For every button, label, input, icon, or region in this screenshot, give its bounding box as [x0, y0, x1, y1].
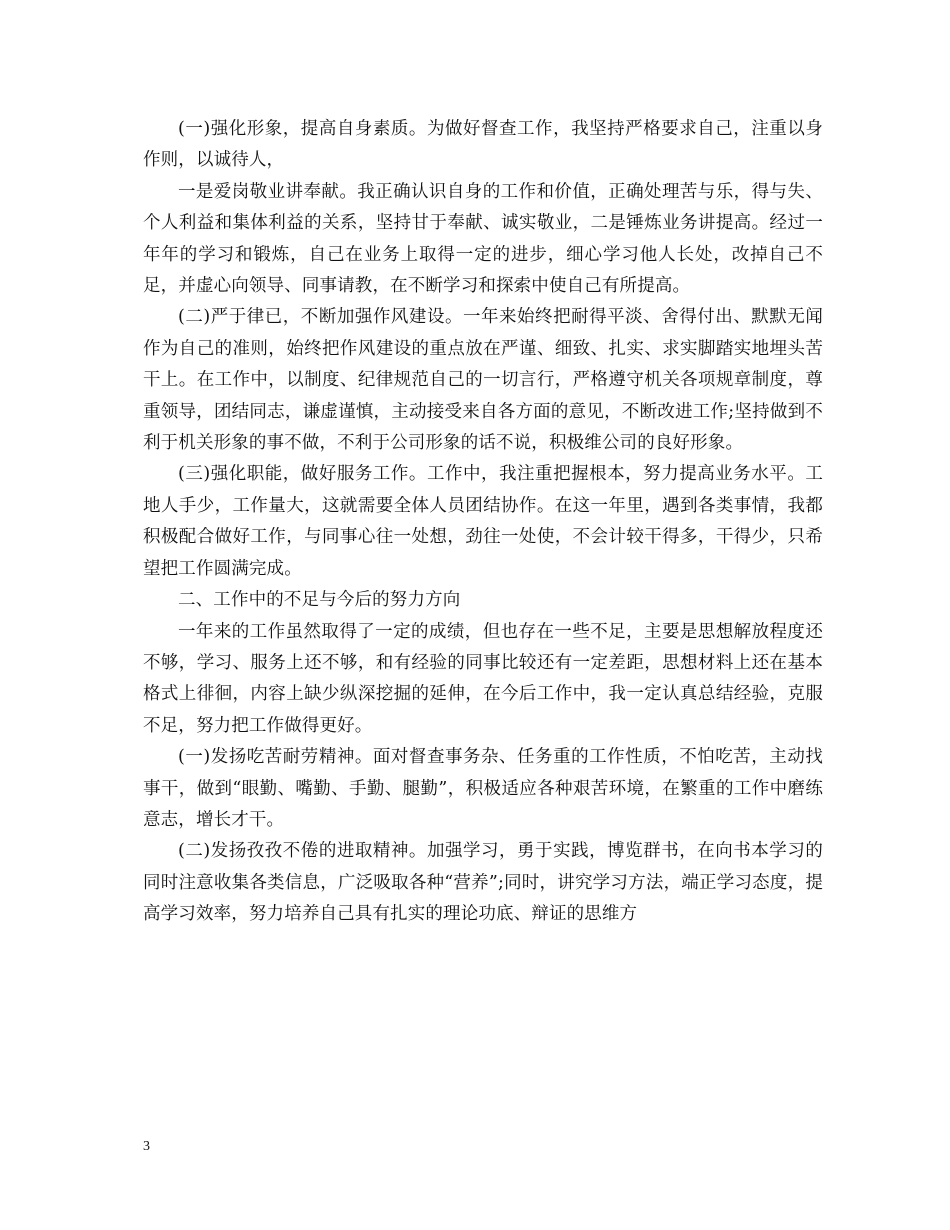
paragraph-1: (一)强化形象，提高自身素质。为做好督查工作，我坚持严格要求自己，注重以身作则，以诚待人，	[143, 119, 823, 171]
paragraph-7: (一)发扬吃苦耐劳精神。面对督查事务杂、任务重的工作性质，不怕吃苦，主动找事干，做到“眼勤、嘴勤、手勤、腿勤”，积极适应各种艰苦环境，在繁重的工作中磨练意志，增长才干。	[143, 747, 823, 830]
document-body	[143, 114, 823, 931]
section-heading: 二、工作中的不足与今后的努力方向	[178, 590, 461, 611]
paragraph-8: (二)发扬孜孜不倦的进取精神。加强学习，勇于实践，博览群书，在向书本学习的同时注意收集各类信息，广泛吸取各种“营养”;同时，讲究学习方法，端正学习态度，提高学习效率，努力培养自己具有扎实的理论功底、辩证的思维方	[143, 841, 823, 925]
paragraph-3: (二)严于律已，不断加强作风建设。一年来始终把耐得平淡、舍得付出、默默无闻作为自己的准则，始终把作风建设的重点放在严谨、细致、扎实、求实脚踏实地埋头苦干上。在工作中，以制度、纪律规范自己的一切言行，严格遵守机关各项规章制度，尊重领导，团结同志，谦虚谨慎，主动接受来自各方面的意见，不断改进工作;坚持做到不利于机关形象的事不做，不利于公司形象的话不说，积极维公司的良好形象。	[143, 307, 823, 454]
paragraph-6: 一年来的工作虽然取得了一定的成绩，但也存在一些不足，主要是思想解放程度还不够，学习、服务上还不够，和有经验的同事比较还有一定差距，思想材料上还在基本格式上徘徊，内容上缺少纵深挖掘的延伸，在今后工作中，我一定认真总结经验，克服不足，努力把工作做得更好。	[143, 621, 823, 736]
paragraph-4: (三)强化职能，做好服务工作。工作中，我注重把握根本，努力提高业务水平。工地人手少，工作量大，这就需要全体人员团结协作。在这一年里，遇到各类事情，我都积极配合做好工作，与同事心往一处想，劲往一处使，不会计较干得多，干得少，只希望把工作圆满完成。	[143, 464, 823, 579]
page-number: 3	[143, 1139, 150, 1154]
paragraph-2: 一是爱岗敬业讲奉献。我正确认识自身的工作和价值，正确处理苦与乐，得与失、个人利益和集体利益的关系，坚持甘于奉献、诚实敬业，二是锤炼业务讲提高。经过一年年的学习和锻炼，自己在业务上取得一定的进步，细心学习他人长处，改掉自己不足，并虚心向领导、同事请教，在不断学习和探索中使自己有所提高。	[143, 181, 823, 297]
